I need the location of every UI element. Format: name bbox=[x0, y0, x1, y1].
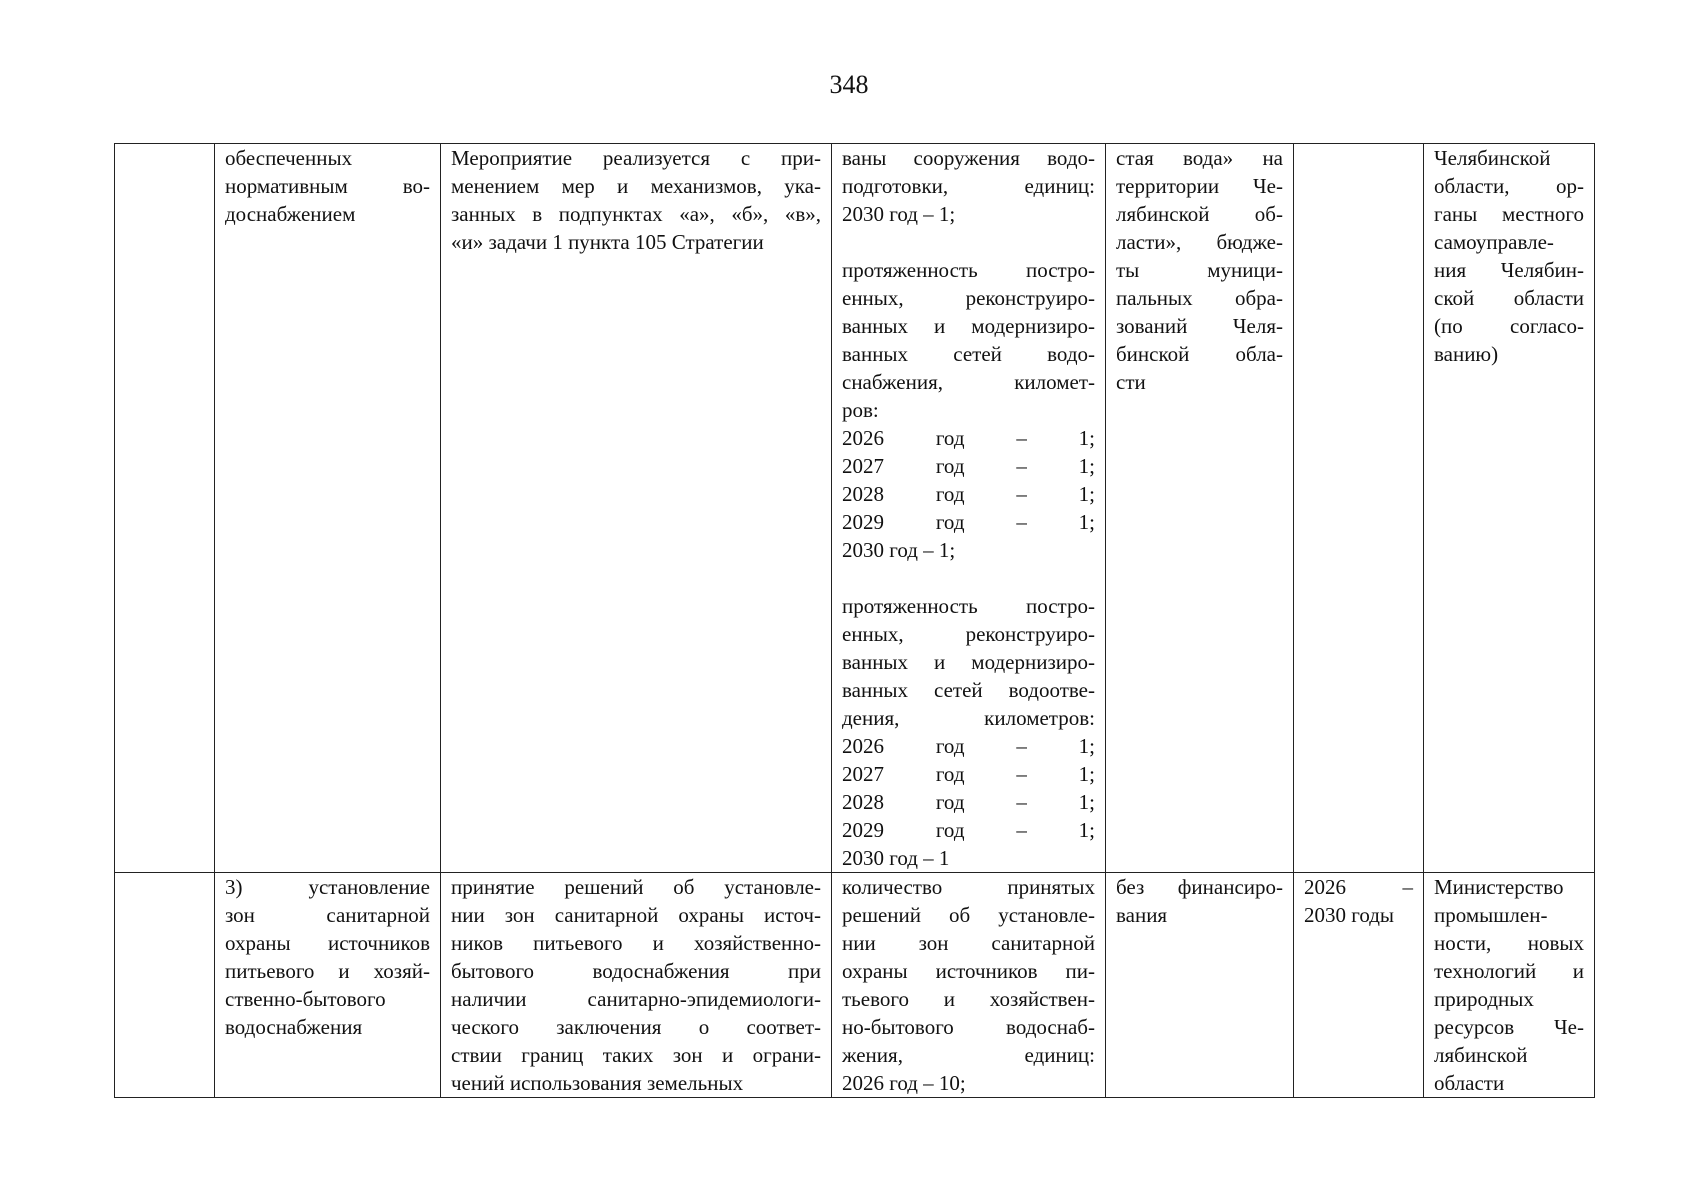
cell-description bbox=[441, 144, 832, 873]
cell-line: ванных сетей водоотве- bbox=[842, 678, 1095, 702]
cell-line: 2030 год – 1 bbox=[842, 846, 950, 870]
cell-responsible bbox=[1424, 144, 1595, 873]
table-row bbox=[115, 873, 1595, 1098]
cell-line: нормативным во- bbox=[225, 174, 430, 198]
cell-line: ванных и модернизиро- bbox=[842, 650, 1095, 674]
cell-line: питьевого и хозяй- bbox=[225, 959, 430, 983]
cell-line: 2026 – bbox=[1304, 875, 1413, 899]
cell-line: ской области bbox=[1434, 286, 1584, 310]
cell-line: енных, реконструиро- bbox=[842, 286, 1095, 310]
cell-line: 3) установление bbox=[225, 875, 430, 899]
cell-line: но-бытового водоснаб- bbox=[842, 1015, 1095, 1039]
cell-line: доснабжением bbox=[225, 202, 356, 226]
cell-line: Министерство bbox=[1434, 875, 1564, 899]
cell-line: менением мер и механизмов, ука- bbox=[451, 174, 821, 198]
cell-line: ческого заключения о соответ- bbox=[451, 1015, 821, 1039]
cell-line: (по согласо- bbox=[1434, 314, 1584, 338]
cell-line: бытового водоснабжения при bbox=[451, 959, 821, 983]
cell-line: ванию) bbox=[1434, 342, 1499, 366]
cell-line: вания bbox=[1116, 903, 1168, 927]
cell-line: 2029 год – 1; bbox=[842, 818, 1095, 842]
cell-line: стая вода» на bbox=[1116, 146, 1283, 170]
cell-line: области, ор- bbox=[1434, 174, 1584, 198]
cell-line: ласти», бюдже- bbox=[1116, 230, 1283, 254]
cell-line: 2028 год – 1; bbox=[842, 790, 1095, 814]
cell-line: 2029 год – 1; bbox=[842, 510, 1095, 534]
cell-line: нии зон санитарной bbox=[842, 931, 1095, 955]
cell-line: пальных обра- bbox=[1116, 286, 1283, 310]
cell-period bbox=[1294, 873, 1424, 1098]
cell-line: енных, реконструиро- bbox=[842, 622, 1095, 646]
cell-line: охраны источников пи- bbox=[842, 959, 1095, 983]
cell-line: бинской обла- bbox=[1116, 342, 1283, 366]
cell-line: ванных сетей водо- bbox=[842, 342, 1095, 366]
cell-line: наличии санитарно-эпидемиологи- bbox=[451, 987, 821, 1011]
cell-line: зон санитарной bbox=[225, 903, 430, 927]
cell-line bbox=[842, 228, 1095, 256]
cell-responsible bbox=[1424, 873, 1595, 1098]
cell-line: лябинской bbox=[1434, 1043, 1528, 1067]
cell-number bbox=[115, 144, 215, 873]
cell-line: решений об установле- bbox=[842, 903, 1095, 927]
measures-table bbox=[114, 143, 1595, 1098]
cell-line: ресурсов Че- bbox=[1434, 1015, 1584, 1039]
cell-funding bbox=[1106, 144, 1294, 873]
cell-indicators bbox=[832, 873, 1106, 1098]
cell-period bbox=[1294, 144, 1424, 873]
cell-line: протяженность постро- bbox=[842, 594, 1095, 618]
cell-line: 2027 год – 1; bbox=[842, 762, 1095, 786]
cell-description bbox=[441, 873, 832, 1098]
cell-line bbox=[842, 564, 1095, 592]
cell-line: принятие решений об установле- bbox=[451, 875, 821, 899]
cell-line: снабжения, километ- bbox=[842, 370, 1095, 394]
cell-line: зований Челя- bbox=[1116, 314, 1283, 338]
cell-line: 2026 год – 1; bbox=[842, 734, 1095, 758]
cell-funding bbox=[1106, 873, 1294, 1098]
cell-line: ванных и модернизиро- bbox=[842, 314, 1095, 338]
cell-indicators bbox=[832, 144, 1106, 873]
cell-line: дения, километров: bbox=[842, 706, 1095, 730]
cell-line: области bbox=[1434, 1071, 1505, 1095]
cell-line: «и» задачи 1 пункта 105 Стратегии bbox=[451, 230, 764, 254]
cell-line: жения, единиц: bbox=[842, 1043, 1095, 1067]
cell-line: водоснабжения bbox=[225, 1015, 363, 1039]
cell-line: ников питьевого и хозяйственно- bbox=[451, 931, 821, 955]
cell-line: нии зон санитарной охраны источ- bbox=[451, 903, 821, 927]
cell-number bbox=[115, 873, 215, 1098]
cell-line: ственно-бытового bbox=[225, 987, 386, 1011]
cell-line: ров: bbox=[842, 398, 879, 422]
cell-line: Челябинской bbox=[1434, 146, 1551, 170]
cell-line: ствии границ таких зон и ограни- bbox=[451, 1043, 821, 1067]
cell-line: количество принятых bbox=[842, 875, 1095, 899]
cell-line: чений использования земельных bbox=[451, 1071, 744, 1095]
cell-task bbox=[215, 144, 441, 873]
cell-line: лябинской об- bbox=[1116, 202, 1283, 226]
cell-line: без финансиро- bbox=[1116, 875, 1283, 899]
cell-task bbox=[215, 873, 441, 1098]
cell-line: обеспеченных bbox=[225, 146, 353, 170]
page-number: 348 bbox=[829, 70, 869, 99]
cell-line: сти bbox=[1116, 370, 1146, 394]
cell-line: ваны сооружения водо- bbox=[842, 146, 1095, 170]
cell-line: природных bbox=[1434, 987, 1534, 1011]
cell-line: 2027 год – 1; bbox=[842, 454, 1095, 478]
cell-line: подготовки, единиц: bbox=[842, 174, 1095, 198]
cell-line: 2030 годы bbox=[1304, 903, 1395, 927]
cell-line: ты муници- bbox=[1116, 258, 1283, 282]
cell-line: занных в подпунктах «а», «б», «в», bbox=[451, 202, 821, 226]
cell-line: тьевого и хозяйствен- bbox=[842, 987, 1095, 1011]
cell-line: 2026 год – 1; bbox=[842, 426, 1095, 450]
cell-line: ганы местного bbox=[1434, 202, 1584, 226]
table-row bbox=[115, 144, 1595, 873]
cell-line: промышлен- bbox=[1434, 903, 1548, 927]
cell-line: охраны источников bbox=[225, 931, 430, 955]
cell-line: ния Челябин- bbox=[1434, 258, 1584, 282]
cell-line: 2028 год – 1; bbox=[842, 482, 1095, 506]
cell-line: 2026 год – 10; bbox=[842, 1071, 966, 1095]
cell-line: протяженность постро- bbox=[842, 258, 1095, 282]
cell-line: 2030 год – 1; bbox=[842, 202, 956, 226]
cell-line: ности, новых bbox=[1434, 931, 1584, 955]
cell-line: самоуправле- bbox=[1434, 230, 1554, 254]
cell-line: Мероприятие реализуется с при- bbox=[451, 146, 821, 170]
cell-line: 2030 год – 1; bbox=[842, 538, 956, 562]
cell-line: технологий и bbox=[1434, 959, 1584, 983]
cell-line: территории Че- bbox=[1116, 174, 1283, 198]
